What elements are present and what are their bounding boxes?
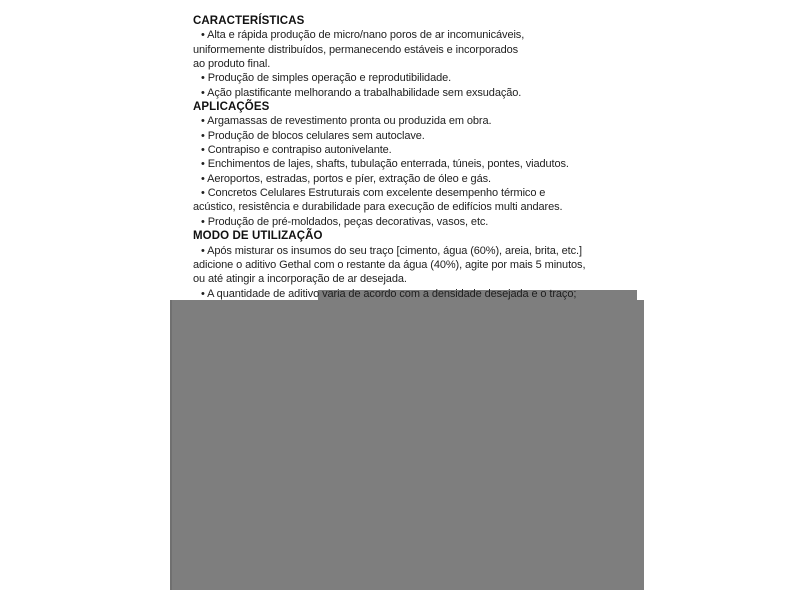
text-line: uniformemente distribuídos, permanecendo estáveis e incorporados xyxy=(193,43,519,56)
text-line: acústico, resistência e durabilidade para execução de edifícios multi andares. xyxy=(193,201,563,214)
text-line: ao produto final. xyxy=(193,58,271,71)
text-line: • Concretos Celulares Estruturais com excelente desempenho térmico e xyxy=(201,187,546,200)
text-line: • Produção de pré-moldados, peças decorativas, vasos, etc. xyxy=(201,215,489,228)
text-line: • Alta e rápida produção de micro/nano poros de ar incomunicáveis, xyxy=(201,29,525,42)
section-heading-caracteristicas: CARACTERÍSTICAS xyxy=(193,15,305,27)
redaction-overlay xyxy=(170,300,644,590)
text-line: • Produção de blocos celulares sem autoclave. xyxy=(201,129,425,142)
datasheet-text-block xyxy=(193,14,663,301)
text-line: • Argamassas de revestimento pronta ou produzida em obra. xyxy=(201,115,492,128)
text-line: adicione o aditivo Gethal com o restante da água (40%), agite por mais 5 minutos, xyxy=(193,258,586,271)
text-line: • Enchimentos de lajes, shafts, tubulação enterrada, túneis, pontes, viadutos. xyxy=(201,158,569,171)
text-line: • Aeroportos, estradas, portos e píer, extração de óleo e gás. xyxy=(201,172,491,185)
text-line: • Contrapiso e contrapiso autonivelante. xyxy=(201,144,392,157)
text-line: • Ação plastificante melhorando a trabalhabilidade sem exsudação. xyxy=(201,86,522,99)
section-heading-aplicacoes: APLICAÇÕES xyxy=(193,101,270,114)
text-line: ou até atingir a incorporação de ar desejada. xyxy=(193,273,407,286)
text-line-partially-redacted: • A quantidade de aditivo varia de acordo com a densidade desejada e o traço; xyxy=(201,287,577,300)
text-line: • Após misturar os insumos do seu traço [cimento, água (60%), areia, brita, etc.] xyxy=(201,244,582,257)
section-heading-modo-de-utilizacao: MODO DE UTILIZAÇÃO xyxy=(193,230,323,243)
text-line: • Produção de simples operação e reprodutibilidade. xyxy=(201,72,452,85)
